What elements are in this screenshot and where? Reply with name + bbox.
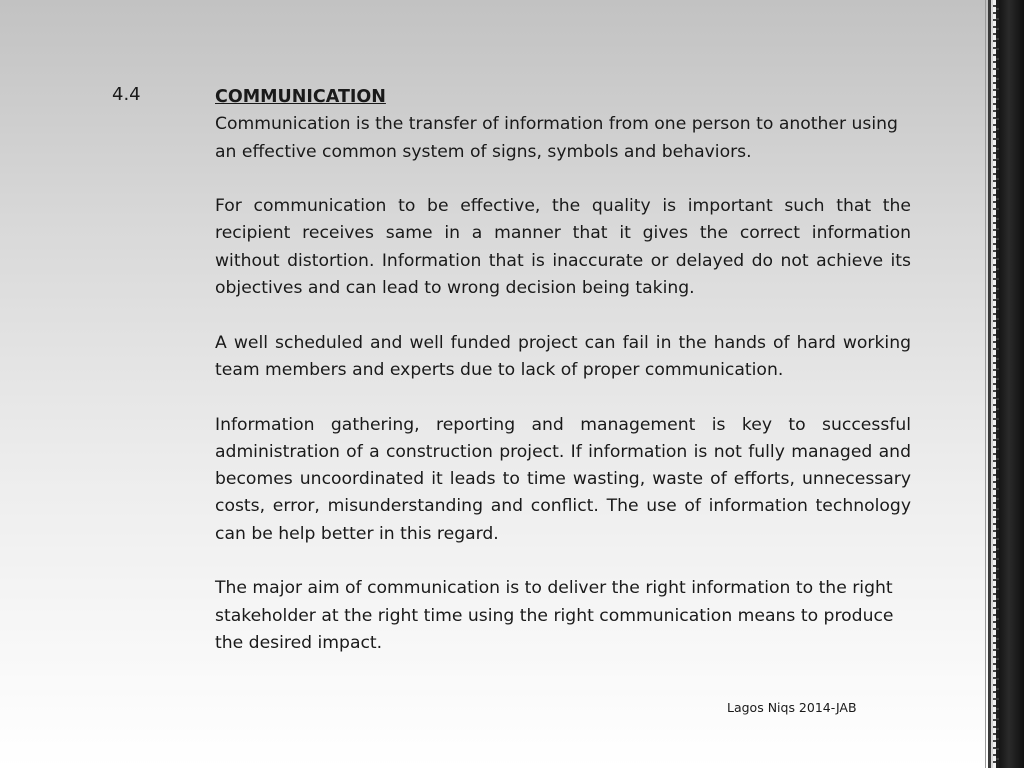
paragraph-project-failure: A well scheduled and well funded project can fail in the hands of hard working team members and experts due to lack of proper communication.: [215, 332, 911, 380]
footer-credit: Lagos Niqs 2014-JAB: [727, 700, 857, 715]
slide-content: [215, 84, 911, 657]
paragraph-definition: Communication is the transfer of information from one person to another using an effective common system of signs, symbols and behaviors.: [215, 114, 898, 162]
paragraph-information-management: Information gathering, reporting and management is key to successful administration of a construction project. If information is not fully managed and becomes uncoordinated it leads to time wasting, waste of efforts, unnecessary costs, error, misunderstanding and conflict. The use of information technology can be help better in this regard.: [215, 414, 911, 544]
section-heading: COMMUNICATION: [215, 87, 386, 107]
paragraph-major-aim: The major aim of communication is to deliver the right information to the right stakeholder at the right time using the right communication means to produce the desired impact.: [215, 578, 894, 653]
paragraph-effectiveness: For communication to be effective, the quality is important such that the recipient receives same in a manner that it gives the correct information without distortion. Information that is inaccurate or delayed do not achieve its objectives and can lead to wrong decision being taking.: [215, 196, 911, 299]
section-number: 4.4: [112, 84, 141, 105]
right-decorative-strip: [993, 0, 1024, 768]
right-edge-line: [985, 0, 986, 768]
